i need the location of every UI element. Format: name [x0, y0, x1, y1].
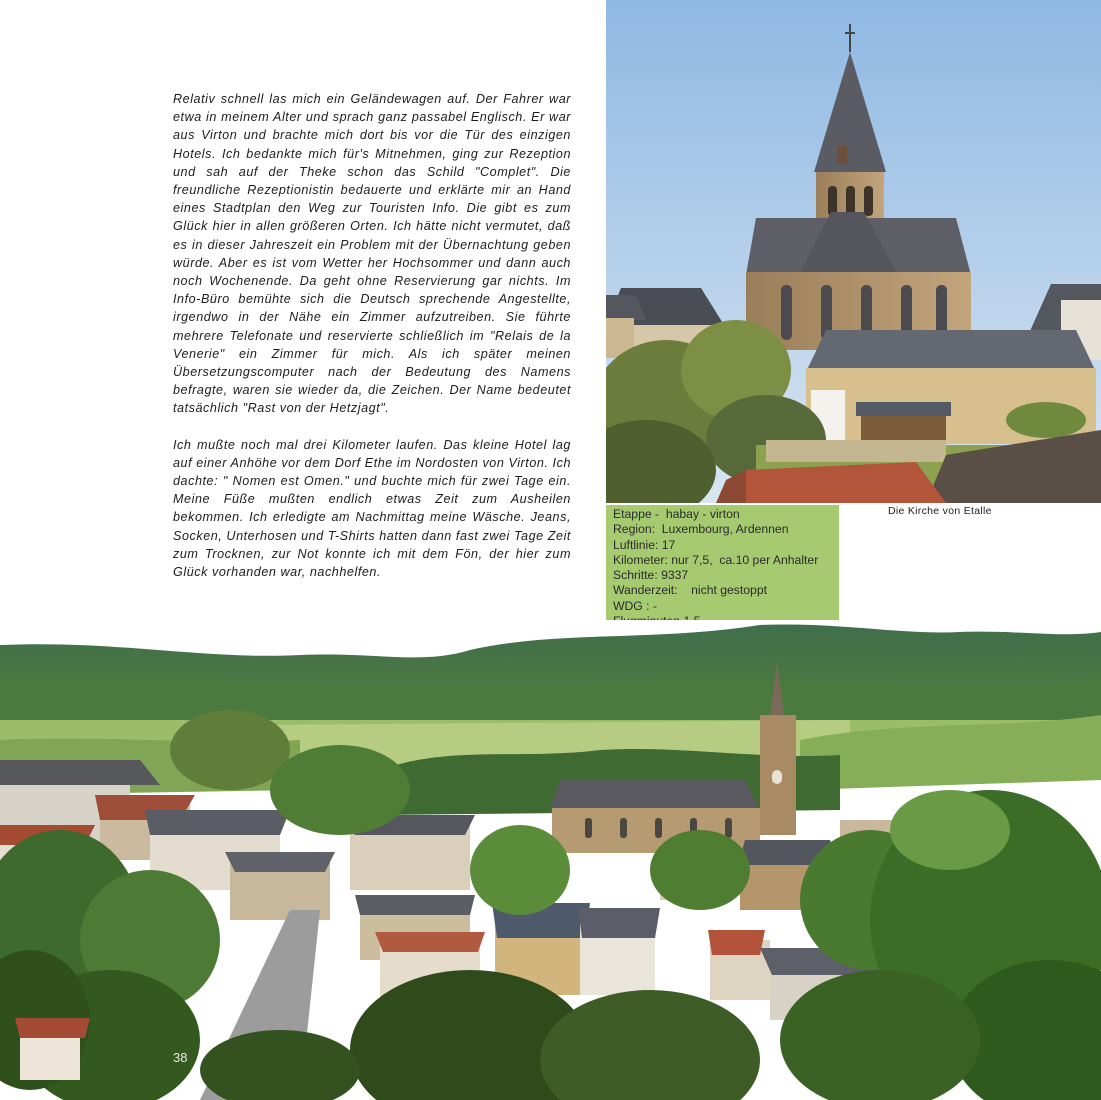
info-kilometers: Kilometer: nur 7,5, ca.10 per Anhalter: [613, 552, 819, 567]
church-caption: Die Kirche von Etalle: [888, 505, 992, 517]
page-number: 38: [173, 1050, 188, 1065]
stage-info-box: [606, 505, 839, 632]
info-region: Region: Luxembourg, Ardennen: [613, 522, 789, 537]
info-wdg: WDG : -: [613, 598, 658, 613]
village-photo: [0, 620, 1101, 1100]
article-text: [173, 90, 571, 581]
info-steps: Schritte: 9337: [613, 568, 689, 583]
paragraph-1: Relativ schnell las mich ein Geländewagen auf. Der Fahrer war etwa in meinem Alter und sprach ganz passabel Englisch. Er war aus Virton und brachte mich dort bis vor die Tür des einzigen Hotels. Ich bedankte mich für's Mitnehmen, ging zur Rezeption und sah auf der Theke schon das Schild "Complet". Die freundliche Rezeptionistin bedauerte und erklärte mir an Hand eines Stadtplan den Weg zur Touristen Info. Die gibt es zum Glück hier in allen größeren Orten. Ich hätte nicht vermutet, daß es in dieser Jahreszeit ein Problem mit der Übernachtung geben würde. Aber es ist vom Wetter her Hochsommer und dann auch noch Wochenende. Da geht ohne Reservierung gar nichts. Im Info-Büro bemühte sich die Deutsch sprechende Angestellte, irgendwo in der Nähe ein Zimmer aufzutreiben. Sie führte mehrere Telefonate und reservierte schließlich im "Relais de la Venerie" ein Zimmer für mich. Als ich später meinen Übersetzungscomputer nach der Bedeutung des Namens befragte, waren sie wieder da, die Zeichen. Der Name bedeutet tatsächlich "Rast von der Hetzjagt".: [173, 92, 571, 416]
paragraph-2: Ich mußte noch mal drei Kilometer laufen. Das kleine Hotel lag auf einer Anhöhe vor dem Dorf Ethe im Nordosten von Virton. Ich dachte: " Nomen est Omen." und buchte mich für zwei Tage ein. Meine Füße mußten endlich etwas Zeit zum Ausheilen bekommen. Ich erledigte am Nachmittag meine Wäsche. Jeans, Socken, Unterhosen und T-Shirts hatten dann fast zwei Tage Zeit zum Trocknen, zur Not konnte ich mit dem Fön, der hier zum Glück vorhanden war, nachhelfen.: [173, 437, 571, 580]
info-air-distance: Luftlinie: 17: [613, 537, 676, 552]
info-stage: Etappe - habay - virton: [613, 507, 740, 521]
info-walking-time: Wanderzeit: nicht gestoppt: [613, 583, 768, 598]
church-photo: [606, 0, 1101, 503]
